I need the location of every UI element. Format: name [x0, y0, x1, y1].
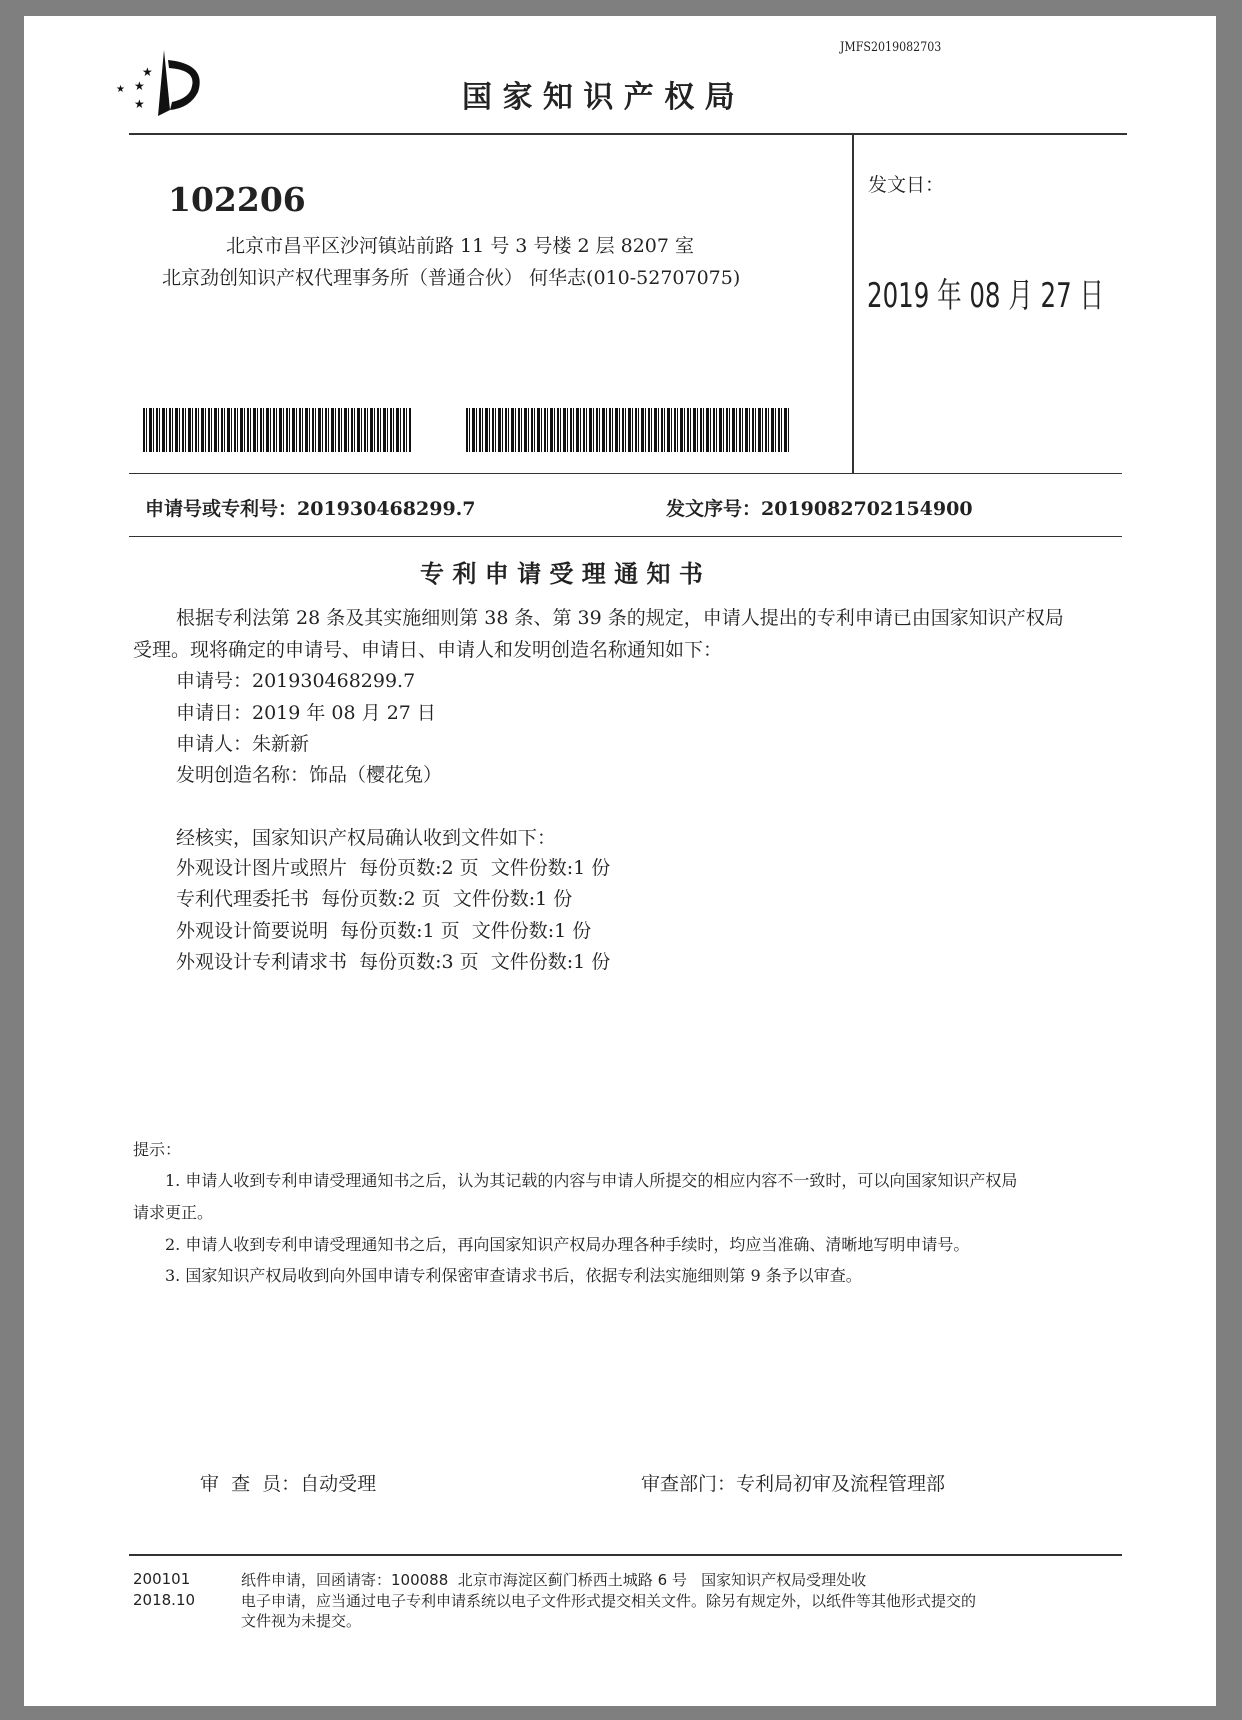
- svg-text:★: ★: [134, 97, 145, 111]
- serial-no: 2019082702154900: [761, 498, 973, 520]
- file-item: 外观设计专利请求书 每份页数:3 页 文件份数:1 份: [176, 951, 611, 973]
- form-code: 200101: [133, 1570, 191, 1588]
- issue-date: 2019 年 08 月 27 日: [867, 276, 1104, 316]
- notes-label: 提示：: [133, 1140, 182, 1159]
- intro-line: 受理。现将确定的申请号、申请日、申请人和发明创造名称通知如下：: [133, 639, 723, 661]
- examiner: 审 查 员：自动受理: [200, 1473, 377, 1495]
- field-design-name: 发明创造名称：饰品（樱花兔）: [176, 764, 443, 786]
- svg-text:★: ★: [116, 84, 125, 95]
- svg-text:★: ★: [134, 79, 145, 93]
- field-app-date: 申请日：2019 年 08 月 27 日: [176, 702, 436, 724]
- note-item: 2. 申请人收到专利申请受理通知书之后，再向国家知识产权局办理各种手续时，均应当准确、清晰地写明申请号。: [165, 1235, 970, 1254]
- footer-electronic-line: 电子申请，应当通过电子专利申请系统以电子文件形式提交相关文件。除另有规定外，以纸件等其他形式提交的: [241, 1592, 977, 1610]
- footer-paper-line: 纸件申请，回函请寄：100088 北京市海淀区蓟门桥西土城路 6 号 国家知识产权局受理处收: [241, 1571, 867, 1589]
- note-item: 请求更正。: [133, 1203, 214, 1222]
- cnipa-logo-icon: [112, 48, 202, 118]
- barcode: [466, 408, 790, 452]
- confirm-line: 经核实，国家知识产权局确认收到文件如下：: [176, 827, 557, 849]
- intro-line: 根据专利法第 28 条及其实施细则第 38 条、第 39 条的规定，申请人提出的专利申请已由国家知识产权局: [176, 607, 1064, 629]
- postcode: 102206: [168, 180, 306, 219]
- issue-date-label: 发文日：: [868, 174, 945, 196]
- footer-electronic-line: 文件视为未提交。: [241, 1612, 362, 1630]
- file-item: 外观设计图片或照片 每份页数:2 页 文件份数:1 份: [176, 857, 611, 879]
- notice-title: 专 利 申 请 受 理 通 知 书: [420, 560, 703, 588]
- file-item: 专利代理委托书 每份页数:2 页 文件份数:1 份: [176, 888, 573, 910]
- serial-no-label: 发文序号：: [666, 498, 762, 520]
- document-code: JMFS2019082703: [840, 40, 942, 55]
- note-item: 3. 国家知识产权局收到向外国申请专利保密审查请求书后，依据专利法实施细则第 9 条予以审查。: [165, 1266, 862, 1285]
- agency-title: 国 家 知 识 产 权 局: [462, 80, 735, 115]
- barcode: [143, 408, 411, 452]
- recipient-agent: 北京劲创知识产权代理事务所（普通合伙） 何华志(010-52707075): [162, 267, 741, 289]
- field-app-no: 申请号：201930468299.7: [176, 670, 416, 692]
- field-applicant: 申请人：朱新新: [176, 733, 310, 755]
- form-version: 2018.10: [133, 1591, 196, 1609]
- file-item: 外观设计简要说明 每份页数:1 页 文件份数:1 份: [176, 920, 592, 942]
- svg-text:★: ★: [142, 65, 153, 79]
- note-item: 1. 申请人收到专利申请受理通知书之后，认为其记载的内容与申请人所提交的相应内容不一致时，可以向国家知识产权局: [165, 1171, 1018, 1190]
- app-no-label: 申请号或专利号：: [145, 498, 298, 520]
- recipient-address: 北京市昌平区沙河镇站前路 11 号 3 号楼 2 层 8207 室: [226, 235, 695, 257]
- department: 审查部门：专利局初审及流程管理部: [641, 1473, 946, 1495]
- app-no: 201930468299.7: [297, 498, 476, 520]
